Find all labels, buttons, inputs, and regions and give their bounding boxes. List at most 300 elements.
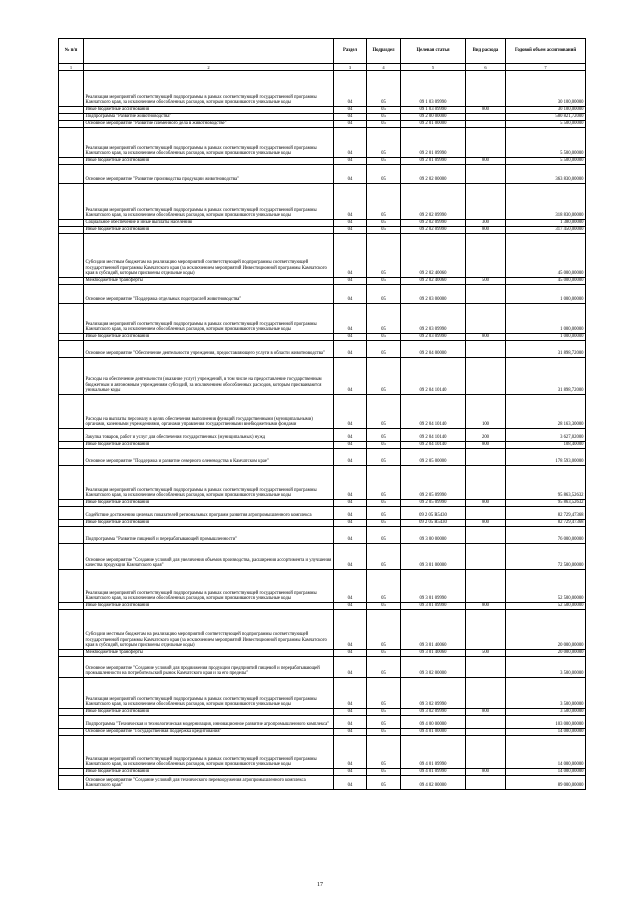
row-number — [59, 678, 84, 709]
row-number — [59, 278, 84, 285]
row-number — [59, 227, 84, 234]
row-number — [59, 466, 84, 500]
row-podrazdel: 05 — [367, 500, 401, 507]
row-podrazdel: 05 — [367, 220, 401, 227]
row-target-article: 09 4 01 09990 — [401, 736, 466, 769]
row-razdel: 04 — [334, 769, 367, 776]
table-row — [59, 716, 586, 729]
row-podrazdel: 05 — [367, 227, 401, 234]
row-target-article: 09 2 02 40060 — [401, 278, 466, 285]
row-target-article: 09 2 02 00000 — [401, 165, 466, 184]
row-number — [59, 729, 84, 736]
table-row — [59, 429, 586, 442]
row-razdel: 04 — [334, 121, 367, 128]
row-razdel: 04 — [334, 570, 367, 603]
row-podrazdel: 05 — [367, 716, 401, 729]
row-expense-type — [466, 304, 506, 334]
row-razdel: 04 — [334, 610, 367, 650]
table-row — [59, 227, 586, 234]
table-row — [59, 395, 586, 429]
table-row — [59, 544, 586, 570]
row-name: Реализация мероприятий соответствующей подпрограммы в рамках соответствующей государственной программы Камчатского края, за исключением обособленных расходов, которым присваиваются уникальные коды — [84, 678, 334, 709]
row-target-article: 09 2 00 00000 — [401, 114, 466, 121]
row-amount: 89 000,00000 — [506, 776, 586, 790]
row-target-article: 09 3 02 09990 — [401, 678, 466, 709]
row-target-article: 09 2 04 00000 — [401, 341, 466, 358]
row-amount: 31 898,72000 — [506, 341, 586, 358]
row-expense-type — [466, 466, 506, 500]
row-razdel: 04 — [334, 341, 367, 358]
row-target-article: 09 4 00 00000 — [401, 716, 466, 729]
row-expense-type: 300 — [466, 220, 506, 227]
row-expense-type — [466, 165, 506, 184]
row-number — [59, 716, 84, 729]
row-name: Подпрограмма "Техническая и технологическая модернизация, инновационное развитие агропромышленного комплекса" — [84, 716, 334, 729]
row-number — [59, 776, 84, 790]
column-number: 6 — [466, 64, 506, 71]
row-razdel: 04 — [334, 736, 367, 769]
row-razdel: 04 — [334, 234, 367, 278]
column-number: 1 — [59, 64, 84, 71]
row-expense-type — [466, 736, 506, 769]
row-amount: 5 500,00000 — [506, 121, 586, 128]
row-razdel: 04 — [334, 678, 367, 709]
row-razdel: 04 — [334, 520, 367, 527]
row-razdel: 04 — [334, 544, 367, 570]
row-podrazdel: 05 — [367, 507, 401, 520]
table-row — [59, 769, 586, 776]
row-expense-type: 800 — [466, 709, 506, 716]
row-expense-type — [466, 234, 506, 278]
row-razdel: 04 — [334, 107, 367, 114]
row-amount: 1 000,00000 — [506, 334, 586, 341]
row-name: Иные бюджетные ассигнования — [84, 227, 334, 234]
row-target-article: 09 2 04 10140 — [401, 358, 466, 395]
row-expense-type: 500 — [466, 278, 506, 285]
row-podrazdel: 05 — [367, 603, 401, 610]
table-row — [59, 449, 586, 466]
row-podrazdel: 05 — [367, 776, 401, 790]
header-target-article: Целевая статья — [401, 39, 466, 64]
table-row — [59, 358, 586, 395]
row-amount: 1 000,00000 — [506, 285, 586, 304]
row-podrazdel: 05 — [367, 128, 401, 158]
row-expense-type — [466, 716, 506, 729]
row-number — [59, 220, 84, 227]
row-target-article: 09 2 05 09990 — [401, 466, 466, 500]
row-podrazdel: 05 — [367, 466, 401, 500]
row-name: Реализация мероприятий соответствующей подпрограммы в рамках соответствующей государственной программы Камчатского края, за исключением обособленных расходов, которым присваиваются уникальные коды — [84, 71, 334, 107]
row-target-article: 09 2 01 00000 — [401, 121, 466, 128]
row-razdel: 04 — [334, 657, 367, 678]
row-number — [59, 527, 84, 544]
row-expense-type — [466, 114, 506, 121]
row-razdel: 04 — [334, 603, 367, 610]
row-amount: 31 898,72000 — [506, 358, 586, 395]
row-razdel: 04 — [334, 334, 367, 341]
row-podrazdel: 05 — [367, 729, 401, 736]
row-target-article: 09 2 02 09990 — [401, 220, 466, 227]
row-razdel: 04 — [334, 729, 367, 736]
row-amount: 3 500,00000 — [506, 678, 586, 709]
row-target-article: 09 2 02 40060 — [401, 234, 466, 278]
row-number — [59, 736, 84, 769]
row-number — [59, 395, 84, 429]
row-number — [59, 603, 84, 610]
row-number — [59, 114, 84, 121]
table-row — [59, 184, 586, 220]
row-amount: 95 863,52632 — [506, 500, 586, 507]
row-target-article: 09 2 03 09990 — [401, 334, 466, 341]
row-amount: 82 729,47368 — [506, 520, 586, 527]
row-expense-type — [466, 776, 506, 790]
row-target-article: 09 3 01 40060 — [401, 650, 466, 657]
row-expense-type: 800 — [466, 227, 506, 234]
row-name: Основное мероприятие "Обеспечение деятельности учреждения, предоставляющего услуги в области животноводства" — [84, 341, 334, 358]
row-expense-type — [466, 570, 506, 603]
row-podrazdel: 05 — [367, 449, 401, 466]
column-number: 5 — [401, 64, 466, 71]
row-name: Основное мероприятие "Поддержка и развитие северного оленеводства в Камчатском крае" — [84, 449, 334, 466]
row-name: Иные бюджетные ассигнования — [84, 603, 334, 610]
table-row — [59, 729, 586, 736]
row-razdel: 04 — [334, 71, 367, 107]
row-expense-type — [466, 128, 506, 158]
row-amount: 14 000,00000 — [506, 729, 586, 736]
row-podrazdel: 05 — [367, 184, 401, 220]
row-name: Основное мероприятие "Создание условий для продвижения продукции предприятий пищевой и перерабатывающей промышленности на потребительский рынок Камчатского края и за его пределы" — [84, 657, 334, 678]
row-razdel: 04 — [334, 278, 367, 285]
header-razdel: Раздел — [334, 39, 367, 64]
row-number — [59, 500, 84, 507]
row-expense-type: 800 — [466, 500, 506, 507]
row-name: Реализация мероприятий соответствующей подпрограммы в рамках соответствующей государственной программы Камчатского края, за исключением обособленных расходов, которым присваиваются уникальные коды — [84, 304, 334, 334]
row-expense-type: 800 — [466, 442, 506, 449]
table-body — [59, 71, 586, 790]
row-podrazdel: 05 — [367, 285, 401, 304]
row-name: Иные бюджетные ассигнования — [84, 500, 334, 507]
table-row — [59, 121, 586, 128]
table-row — [59, 527, 586, 544]
table-row — [59, 128, 586, 158]
row-name: Иные бюджетные ассигнования — [84, 769, 334, 776]
row-name: Межбюджетные трансферты — [84, 278, 334, 285]
row-name: Закупка товаров, работ и услуг для обеспечения государственных (муниципальных) нужд — [84, 429, 334, 442]
row-expense-type — [466, 71, 506, 107]
row-target-article: 09 2 05 09990 — [401, 500, 466, 507]
row-razdel: 04 — [334, 220, 367, 227]
table-row — [59, 466, 586, 500]
row-podrazdel: 05 — [367, 304, 401, 334]
row-podrazdel: 05 — [367, 650, 401, 657]
row-razdel: 04 — [334, 716, 367, 729]
row-amount: 14 000,00000 — [506, 769, 586, 776]
row-amount: 3 627,02000 — [506, 429, 586, 442]
row-number — [59, 341, 84, 358]
row-target-article: 09 3 00 00000 — [401, 527, 466, 544]
row-number — [59, 520, 84, 527]
row-number — [59, 128, 84, 158]
row-podrazdel: 05 — [367, 442, 401, 449]
row-name: Подпрограмма "Развитие пищевой и перерабатывающей промышленности" — [84, 527, 334, 544]
row-expense-type: 800 — [466, 769, 506, 776]
table-row — [59, 650, 586, 657]
budget-table-page — [58, 38, 585, 790]
row-name: Содействие достижению целевых показателей региональных программ развития агропромышленного комплекса — [84, 507, 334, 520]
row-amount: 363 830,00000 — [506, 165, 586, 184]
row-razdel: 04 — [334, 158, 367, 165]
row-amount: 3 500,00000 — [506, 709, 586, 716]
row-amount: 580 821,72000 — [506, 114, 586, 121]
row-name: Иные бюджетные ассигнования — [84, 107, 334, 114]
row-number — [59, 429, 84, 442]
row-amount: 178 593,00000 — [506, 449, 586, 466]
row-amount: 108,40000 — [506, 442, 586, 449]
row-target-article: 09 2 03 09990 — [401, 304, 466, 334]
row-podrazdel: 05 — [367, 709, 401, 716]
row-podrazdel: 05 — [367, 395, 401, 429]
table-row — [59, 334, 586, 341]
table-row — [59, 709, 586, 716]
row-target-article: 09 3 02 00000 — [401, 657, 466, 678]
row-target-article: 09 2 05 R5430 — [401, 507, 466, 520]
row-target-article: 09 2 03 00000 — [401, 285, 466, 304]
row-podrazdel: 05 — [367, 334, 401, 341]
row-razdel: 04 — [334, 650, 367, 657]
row-number — [59, 121, 84, 128]
row-expense-type: 100 — [466, 395, 506, 429]
row-podrazdel: 05 — [367, 678, 401, 709]
row-number — [59, 769, 84, 776]
column-number: 2 — [84, 64, 334, 71]
table-header-row — [59, 39, 586, 64]
row-name: Основное мероприятие "Создание условий для увеличения объемов производства, расширения ассортимента и улучшения качества продукции Камчатского края" — [84, 544, 334, 570]
row-razdel: 04 — [334, 466, 367, 500]
row-amount: 30 100,00000 — [506, 71, 586, 107]
row-number — [59, 507, 84, 520]
column-number-row — [59, 64, 586, 71]
row-amount: 5 500,00000 — [506, 158, 586, 165]
table-row — [59, 220, 586, 227]
row-amount: 20 000,00000 — [506, 610, 586, 650]
row-expense-type — [466, 121, 506, 128]
row-amount: 45 000,00000 — [506, 234, 586, 278]
row-expense-type: 800 — [466, 334, 506, 341]
table-row — [59, 341, 586, 358]
row-target-article: 09 2 04 10140 — [401, 442, 466, 449]
table-row — [59, 500, 586, 507]
row-name: Основное мероприятие "Создание условий для технического перевооружения агропромышленного комплекса Камчатского края" — [84, 776, 334, 790]
row-name: Реализация мероприятий соответствующей подпрограммы в рамках соответствующей государственной программы Камчатского края, за исключением обособленных расходов, которым присваиваются уникальные коды — [84, 570, 334, 603]
row-podrazdel: 05 — [367, 527, 401, 544]
row-podrazdel: 05 — [367, 341, 401, 358]
row-razdel: 04 — [334, 114, 367, 121]
row-razdel: 04 — [334, 304, 367, 334]
row-razdel: 04 — [334, 527, 367, 544]
row-number — [59, 304, 84, 334]
row-podrazdel: 05 — [367, 234, 401, 278]
column-number: 3 — [334, 64, 367, 71]
row-razdel: 04 — [334, 358, 367, 395]
row-target-article: 09 2 05 R5430 — [401, 520, 466, 527]
row-expense-type — [466, 341, 506, 358]
table-row — [59, 304, 586, 334]
row-name: Иные бюджетные ассигнования — [84, 442, 334, 449]
row-expense-type — [466, 507, 506, 520]
row-razdel: 04 — [334, 165, 367, 184]
row-number — [59, 165, 84, 184]
row-number — [59, 570, 84, 603]
row-amount: 1 000,00000 — [506, 304, 586, 334]
row-expense-type — [466, 610, 506, 650]
row-number — [59, 107, 84, 114]
row-name: Основное мероприятие "Развитие племенного дела в животноводстве" — [84, 121, 334, 128]
row-amount: 1 380,00000 — [506, 220, 586, 227]
row-razdel: 04 — [334, 227, 367, 234]
row-expense-type — [466, 657, 506, 678]
row-amount: 317 450,00000 — [506, 227, 586, 234]
row-amount: 72 500,00000 — [506, 544, 586, 570]
table-row — [59, 71, 586, 107]
row-razdel: 04 — [334, 184, 367, 220]
row-target-article: 09 1 03 09990 — [401, 71, 466, 107]
row-podrazdel: 05 — [367, 114, 401, 121]
header-podrazdel: Подраздел — [367, 39, 401, 64]
row-expense-type: 800 — [466, 107, 506, 114]
row-amount: 95 863,52632 — [506, 466, 586, 500]
row-podrazdel: 05 — [367, 358, 401, 395]
row-expense-type — [466, 449, 506, 466]
row-amount: 82 729,47368 — [506, 507, 586, 520]
table-row — [59, 107, 586, 114]
table-row — [59, 610, 586, 650]
table-row — [59, 278, 586, 285]
row-name: Основное мероприятие "Поддержка отдельных подотраслей животноводства" — [84, 285, 334, 304]
row-razdel: 04 — [334, 500, 367, 507]
row-podrazdel: 05 — [367, 520, 401, 527]
row-expense-type — [466, 285, 506, 304]
row-name: Основное мероприятие "Развитие производства продукции животноводства" — [84, 165, 334, 184]
row-name: Подпрограмма "Развитие животноводства" — [84, 114, 334, 121]
table-row — [59, 442, 586, 449]
row-name: Социальное обеспечение и иные выплаты населению — [84, 220, 334, 227]
row-name: Иные бюджетные ассигнования — [84, 158, 334, 165]
row-razdel: 04 — [334, 442, 367, 449]
row-podrazdel: 05 — [367, 570, 401, 603]
row-razdel: 04 — [334, 285, 367, 304]
row-number — [59, 449, 84, 466]
row-number — [59, 358, 84, 395]
row-expense-type: 800 — [466, 520, 506, 527]
row-podrazdel: 05 — [367, 278, 401, 285]
row-number — [59, 544, 84, 570]
row-podrazdel: 05 — [367, 736, 401, 769]
row-expense-type — [466, 678, 506, 709]
row-razdel: 04 — [334, 709, 367, 716]
row-name: Иные бюджетные ассигнования — [84, 709, 334, 716]
row-expense-type: 500 — [466, 650, 506, 657]
row-amount: 103 000,00000 — [506, 716, 586, 729]
row-number — [59, 650, 84, 657]
row-number — [59, 158, 84, 165]
row-target-article: 09 3 01 09990 — [401, 570, 466, 603]
row-target-article: 09 3 02 09990 — [401, 709, 466, 716]
row-number — [59, 71, 84, 107]
row-name: Реализация мероприятий соответствующей подпрограммы в рамках соответствующей государственной программы Камчатского края, за исключением обособленных расходов, которым присваиваются уникальные коды — [84, 128, 334, 158]
row-number — [59, 285, 84, 304]
row-number — [59, 657, 84, 678]
row-podrazdel: 05 — [367, 71, 401, 107]
row-amount: 3 500,00000 — [506, 657, 586, 678]
row-expense-type: 800 — [466, 158, 506, 165]
row-podrazdel: 05 — [367, 769, 401, 776]
row-target-article: 09 4 02 00000 — [401, 776, 466, 790]
row-name: Реализация мероприятий соответствующей подпрограммы в рамках соответствующей государственной программы Камчатского края, за исключением обособленных расходов, которым присваиваются уникальные коды — [84, 466, 334, 500]
row-expense-type — [466, 544, 506, 570]
row-podrazdel: 05 — [367, 657, 401, 678]
row-amount: 45 000,00000 — [506, 278, 586, 285]
row-number — [59, 234, 84, 278]
row-amount: 14 000,00000 — [506, 736, 586, 769]
table-row — [59, 570, 586, 603]
row-number — [59, 709, 84, 716]
table-row — [59, 520, 586, 527]
row-razdel: 04 — [334, 449, 367, 466]
row-target-article: 09 2 04 10140 — [401, 395, 466, 429]
row-target-article: 09 3 01 00000 — [401, 544, 466, 570]
table-row — [59, 603, 586, 610]
header-expense-type: Вид расхода — [466, 39, 506, 64]
row-number — [59, 442, 84, 449]
row-name: Реализация мероприятий соответствующей подпрограммы в рамках соответствующей государственной программы Камчатского края, за исключением обособленных расходов, которым присваиваются уникальные коды — [84, 184, 334, 220]
row-podrazdel: 05 — [367, 429, 401, 442]
row-expense-type — [466, 527, 506, 544]
row-expense-type — [466, 729, 506, 736]
row-number — [59, 610, 84, 650]
row-target-article: 09 1 03 09990 — [401, 107, 466, 114]
table-row — [59, 114, 586, 121]
page-number: 17 — [317, 882, 323, 888]
table-row — [59, 776, 586, 790]
row-name: Расходы на выплаты персоналу в целях обеспечения выполнения функций государственными (муниципальными) органами, казенными учреждениями, органами управления государственными внебюджетными фондами — [84, 395, 334, 429]
row-amount: 28 163,30000 — [506, 395, 586, 429]
row-expense-type — [466, 184, 506, 220]
row-target-article: 09 4 01 00000 — [401, 729, 466, 736]
table-row — [59, 285, 586, 304]
table-row — [59, 234, 586, 278]
row-name: Субсидии местным бюджетам на реализацию мероприятий соответствующей подпрограммы соответствующей государственной программы Камчатского края (за исключением мероприятий Инвестиционной программы Камчатского края в субсидий, которым присвоены отдельные коды) — [84, 610, 334, 650]
row-razdel: 04 — [334, 507, 367, 520]
row-target-article: 09 4 01 09990 — [401, 769, 466, 776]
header-num: № п/п — [59, 39, 84, 64]
row-target-article: 09 2 02 09990 — [401, 227, 466, 234]
row-podrazdel: 05 — [367, 165, 401, 184]
row-name: Расходы на обеспечение деятельности (оказание услуг) учреждений, в том числе на предоставление государственным бюджетным и автономным учреждениям субсидий, за исключением обособленных расходов, которым присваиваются уникальные коды — [84, 358, 334, 395]
row-name: Межбюджетные трансферты — [84, 650, 334, 657]
row-amount: 20 000,00000 — [506, 650, 586, 657]
row-podrazdel: 05 — [367, 158, 401, 165]
budget-table — [58, 38, 586, 790]
row-name: Основное мероприятие "Государственная поддержка кредитования" — [84, 729, 334, 736]
row-name: Субсидии местным бюджетам на реализацию мероприятий соответствующей подпрограммы соответствующей государственной программы Камчатского края (за исключением мероприятий Инвестиционной программы Камчатского края в субсидий, которым присвоены отдельные коды) — [84, 234, 334, 278]
table-row — [59, 736, 586, 769]
row-podrazdel: 05 — [367, 121, 401, 128]
row-target-article: 09 2 01 09990 — [401, 128, 466, 158]
row-target-article: 09 3 01 40060 — [401, 610, 466, 650]
table-row — [59, 165, 586, 184]
row-number — [59, 334, 84, 341]
row-target-article: 09 2 05 00000 — [401, 449, 466, 466]
